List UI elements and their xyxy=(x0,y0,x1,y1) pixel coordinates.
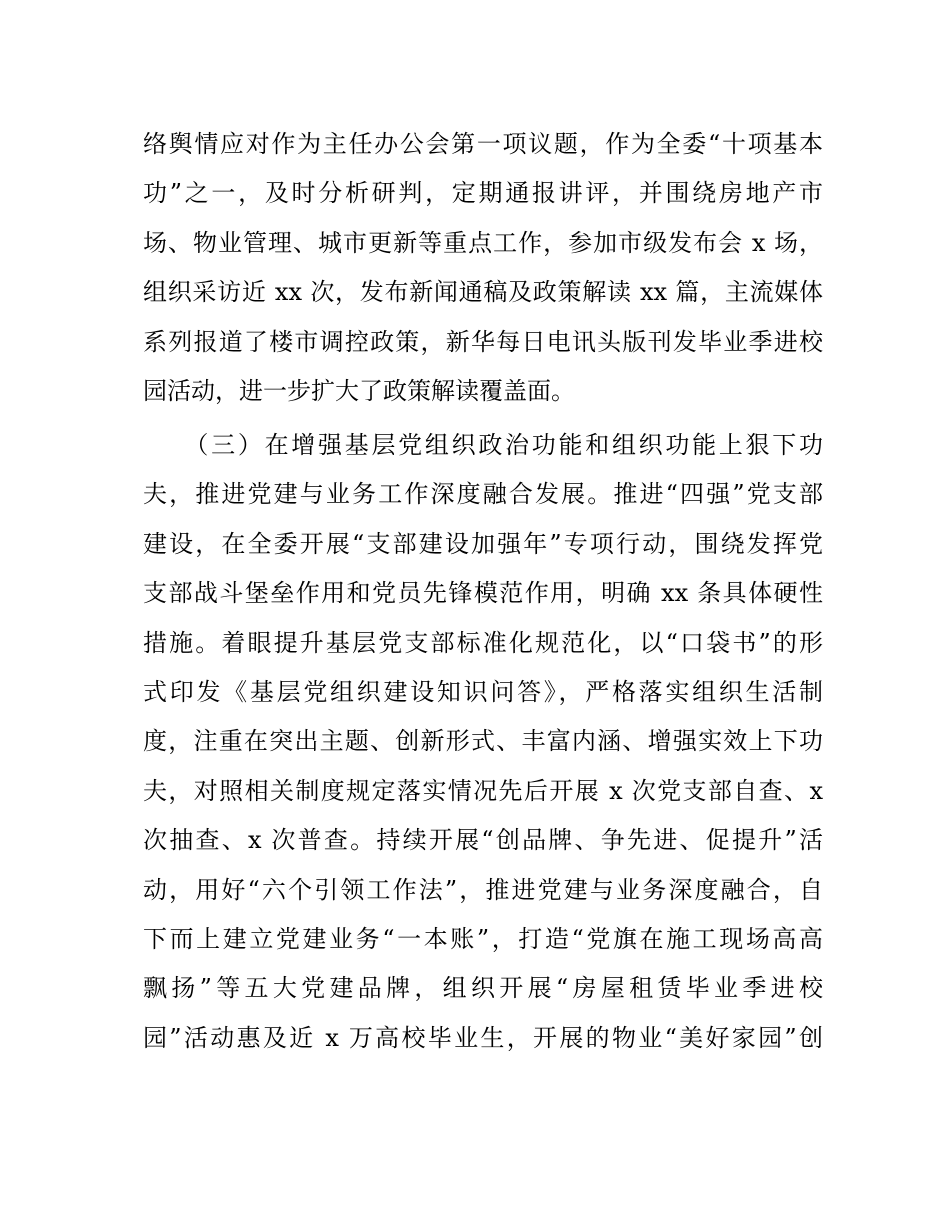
text-line: 络舆情应对作为主任办公会第一项议题，作为全委“十项基本 xyxy=(143,130,823,158)
paragraph-public-opinion xyxy=(143,120,823,416)
text-line: 下而上建立党建业务“一本账”，打造“党旗在施工现场高高 xyxy=(143,924,823,953)
text-line: 园”活动惠及近 x 万高校毕业生，开展的物业“美好家园”创 xyxy=(143,1023,823,1052)
text-line: 措施。着眼提升基层党支部标准化规范化，以“口袋书”的形 xyxy=(143,628,823,657)
text-line: 系列报道了楼市调控政策，新华每日电讯头版刊发毕业季进校 xyxy=(143,327,823,356)
text-line: 场、物业管理、城市更新等重点工作，参加市级发布会 x 场， xyxy=(143,228,823,257)
text-line: 园活动，进一步扩大了政策解读覆盖面。 xyxy=(143,376,575,405)
text-line: 功”之一，及时分析研判，定期通报讲评，并围绕房地产市 xyxy=(143,179,823,208)
text-line: 度，注重在突出主题、创新形式、丰富内涵、增强实效上下功 xyxy=(143,727,823,756)
text-line: 飘扬”等五大党建品牌，组织开展“房屋租赁毕业季进校 xyxy=(143,974,823,1003)
text-line: 支部战斗堡垒作用和党员先锋模范作用，明确 xx 条具体硬性 xyxy=(143,579,823,608)
text-line: 夫，推进党建与业务工作深度融合发展。推进“四强”党支部 xyxy=(143,480,823,509)
text-line: 建设，在全委开展“支部建设加强年”专项行动，围绕发挥党 xyxy=(143,529,823,558)
section-heading-line: （三）在增强基层党组织政治功能和组织功能上狠下功 xyxy=(143,431,823,459)
text-line: 动，用好“六个引领工作法”，推进党建与业务深度融合，自 xyxy=(143,875,823,904)
text-line: 组织采访近 xx 次，发布新闻通稿及政策解读 xx 篇，主流媒体 xyxy=(143,278,823,307)
text-line: 次抽查、x 次普查。持续开展“创品牌、争先进、促提升”活 xyxy=(143,826,823,855)
paragraph-party-building xyxy=(143,421,823,1063)
text-line: 夫，对照相关制度规定落实情况先后开展 x 次党支部自查、x xyxy=(143,776,823,805)
text-line: 式印发《基层党组织建设知识问答》，严格落实组织生活制 xyxy=(143,677,823,706)
